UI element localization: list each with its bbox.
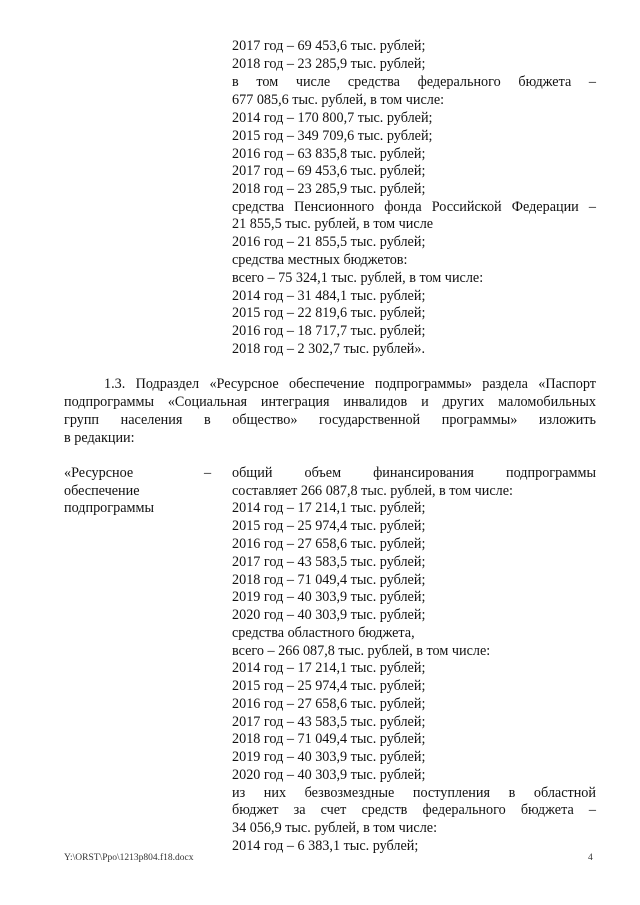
text-line: 2014 год – 31 484,1 тыс. рублей; [232,288,426,304]
table-content-line: 2017 год – 43 583,5 тыс. рублей; [232,714,426,730]
table-content-line: 2016 год – 27 658,6 тыс. рублей; [232,536,426,552]
text-line: 2016 год – 63 835,8 тыс. рублей; [232,146,426,162]
table-content-line: всего – 266 087,8 тыс. рублей, в том числе: [232,643,491,659]
paragraph-line: подпрограммы «Социальная интеграция инвалидов и других маломобильных [64,394,596,410]
table-content-line: 2015 год – 25 974,4 тыс. рублей; [232,678,426,694]
text-line: всего – 75 324,1 тыс. рублей, в том числе: [232,270,484,286]
table-content-line: 2017 год – 43 583,5 тыс. рублей; [232,554,426,570]
text-line: 2015 год – 349 709,6 тыс. рублей; [232,128,433,144]
text-line: 2017 год – 69 453,6 тыс. рублей; [232,163,426,179]
table-content-line: 2014 год – 17 214,1 тыс. рублей; [232,660,426,676]
text-line: 2018 год – 23 285,9 тыс. рублей; [232,181,426,197]
text-line: в том числе средства федерального бюджета – [232,74,596,90]
footer-file-path: Y:\ORST\Ppo\1213p804.f18.docx [64,853,194,863]
paragraph-line: групп населения в общество» государственной программы» изложить [64,412,596,428]
text-line: 2016 год – 18 717,7 тыс. рублей; [232,323,426,339]
text-line: 2015 год – 22 819,6 тыс. рублей; [232,305,426,321]
table-content-line: составляет 266 087,8 тыс. рублей, в том числе: [232,483,513,499]
table-content-line: 2020 год – 40 303,9 тыс. рублей; [232,607,426,623]
table-content-line: 2018 год – 71 049,4 тыс. рублей; [232,731,426,747]
page-number: 4 [588,853,593,863]
table-content-line: 2014 год – 6 383,1 тыс. рублей; [232,838,419,854]
text-line: 677 085,6 тыс. рублей, в том числе: [232,92,445,108]
table-label-line: обеспечение [64,483,140,499]
paragraph-line: 1.3. Подраздел «Ресурсное обеспечение подпрограммы» раздела «Паспорт [104,376,596,392]
text-line: средства местных бюджетов: [232,252,408,268]
text-line: 2018 год – 23 285,9 тыс. рублей; [232,56,426,72]
text-line: 2014 год – 170 800,7 тыс. рублей; [232,110,433,126]
table-content-line: 2019 год – 40 303,9 тыс. рублей; [232,749,426,765]
text-line: средства Пенсионного фонда Российской Федерации – [232,199,596,215]
paragraph-line: в редакции: [64,430,135,446]
table-content-line: 34 056,9 тыс. рублей, в том числе: [232,820,438,836]
table-label-line: подпрограммы [64,500,154,516]
table-content-line: 2019 год – 40 303,9 тыс. рублей; [232,589,426,605]
table-content-line: общий объем финансирования подпрограммы [232,465,596,481]
table-label-line: «Ресурсное [64,465,134,481]
table-content-line: из них безвозмездные поступления в областной [232,785,596,801]
table-content-line: 2018 год – 71 049,4 тыс. рублей; [232,572,426,588]
text-line: 2016 год – 21 855,5 тыс. рублей; [232,234,426,250]
table-content-line: 2016 год – 27 658,6 тыс. рублей; [232,696,426,712]
table-dash: – [204,465,212,481]
table-content-line: средства областного бюджета, [232,625,415,641]
table-content-line: бюджет за счет средств федерального бюджета – [232,802,596,818]
table-content-line: 2015 год – 25 974,4 тыс. рублей; [232,518,426,534]
text-line: 2017 год – 69 453,6 тыс. рублей; [232,38,426,54]
table-content-line: 2014 год – 17 214,1 тыс. рублей; [232,500,426,516]
table-content-line: 2020 год – 40 303,9 тыс. рублей; [232,767,426,783]
text-line: 2018 год – 2 302,7 тыс. рублей». [232,341,425,357]
text-line: 21 855,5 тыс. рублей, в том числе [232,216,434,232]
